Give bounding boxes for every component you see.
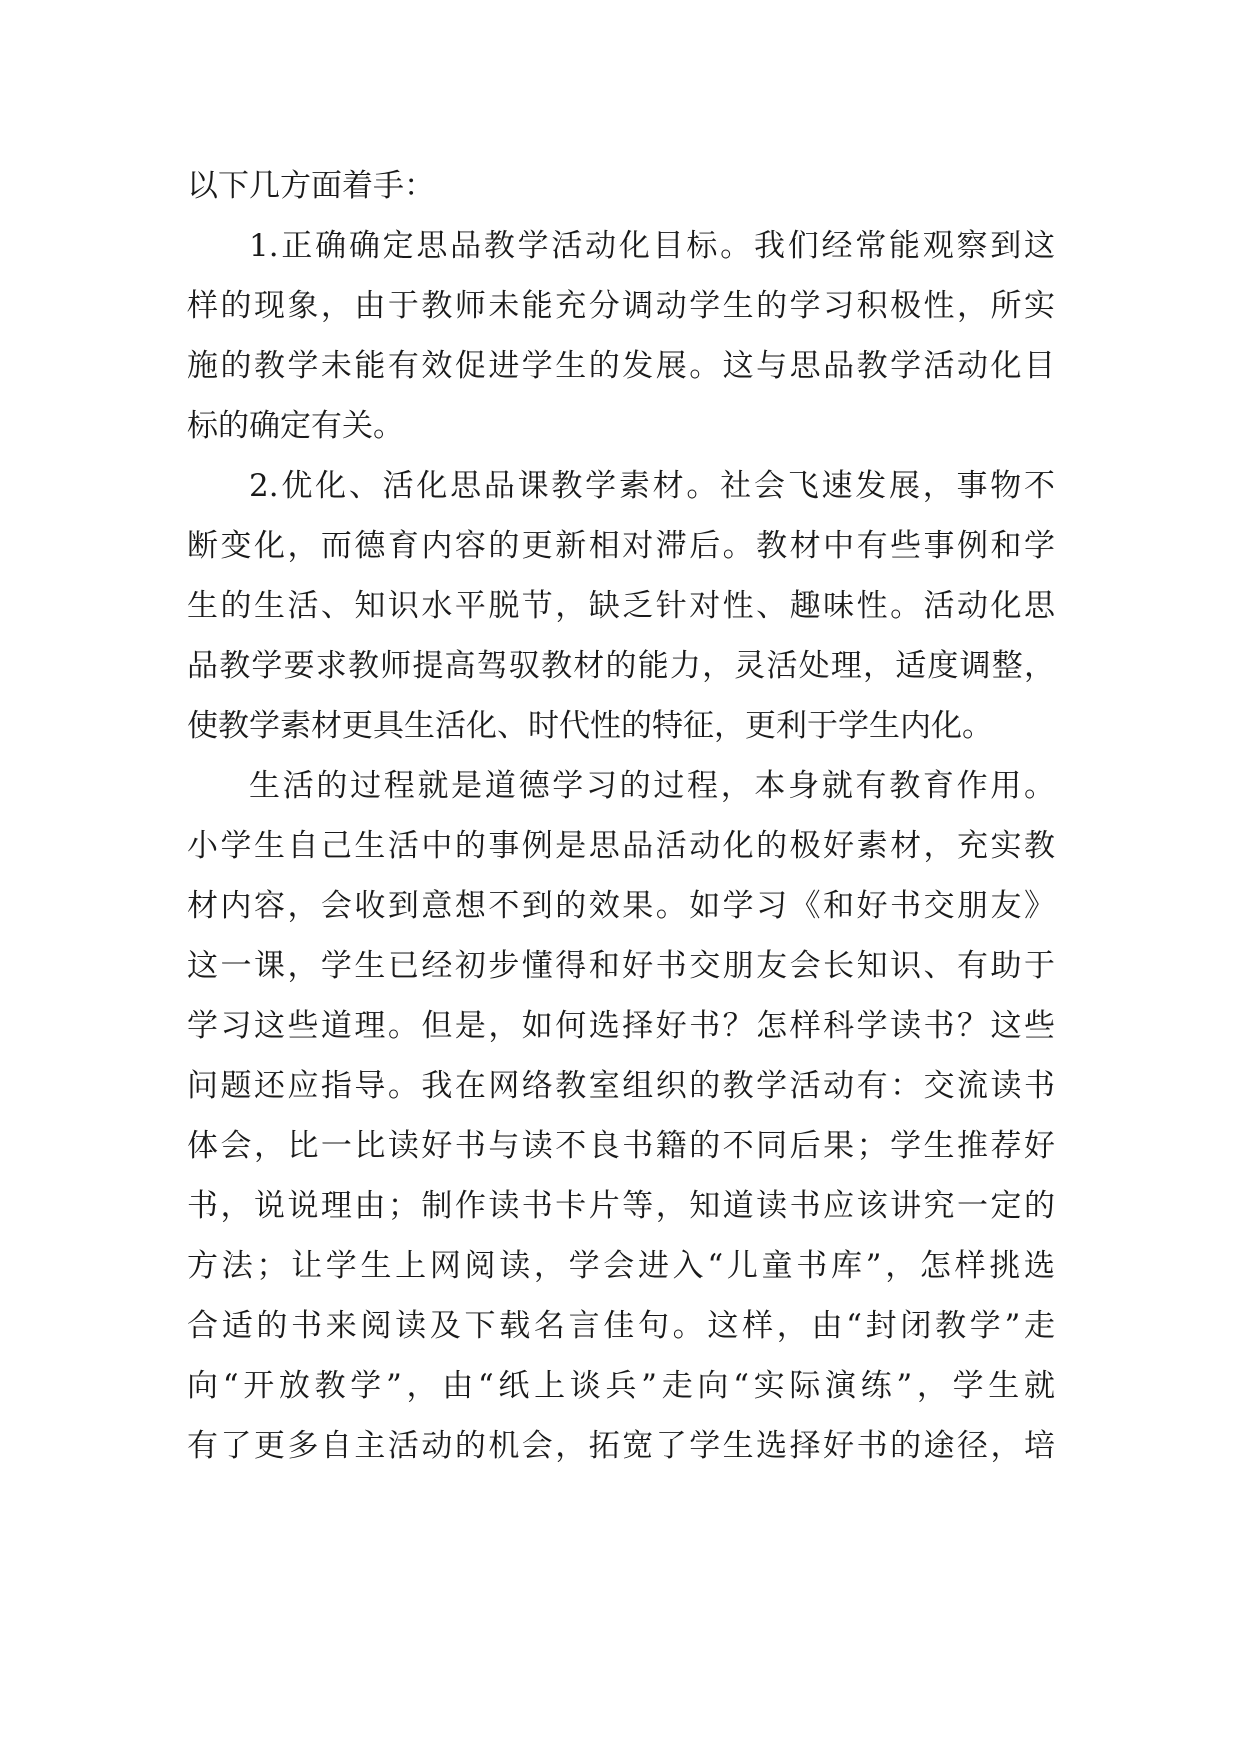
text-line: 品教学要求教师提高驾驭教材的能力，灵活处理，适度调整， [187, 648, 1055, 684]
text-line: 体会，比一比读好书与读不良书籍的不同后果；学生推荐好 [187, 1128, 1055, 1164]
text-line: 断变化，而德育内容的更新相对滞后。教材中有些事例和学 [187, 528, 1055, 564]
text-line: 合适的书来阅读及下载名言佳句。这样，由“封闭教学”走 [187, 1308, 1055, 1344]
text-line: 标的确定有关。 [187, 408, 404, 444]
text-line: 样的现象，由于教师未能充分调动学生的学习积极性，所实 [187, 288, 1055, 324]
text-line: 施的教学未能有效促进学生的发展。这与思品教学活动化目 [187, 348, 1055, 384]
text-line: 这一课，学生已经初步懂得和好书交朋友会长知识、有助于 [187, 948, 1055, 984]
text-line: 学习这些道理。但是，如何选择好书？怎样科学读书？这些 [187, 1008, 1055, 1044]
text-line: 材内容，会收到意想不到的效果。如学习《和好书交朋友》 [187, 888, 1055, 924]
text-line: 有了更多自主活动的机会，拓宽了学生选择好书的途径，培 [187, 1428, 1055, 1464]
body-text [187, 156, 1055, 1476]
text-line: 问题还应指导。我在网络教室组织的教学活动有：交流读书 [187, 1068, 1055, 1104]
text-line: 以下几方面着手： [187, 168, 435, 204]
paragraph-first-line: 生活的过程就是道德学习的过程，本身就有教育作用。 [249, 768, 1055, 804]
paragraph-first-line: 2.优化、活化思品课教学素材。社会飞速发展，事物不 [249, 468, 1055, 504]
text-line: 书，说说理由；制作读书卡片等，知道读书应该讲究一定的 [187, 1188, 1055, 1224]
text-line: 小学生自己生活中的事例是思品活动化的极好素材，充实教 [187, 828, 1055, 864]
text-line: 向“开放教学”，由“纸上谈兵”走向“实际演练”，学生就 [187, 1368, 1055, 1404]
text-line: 生的生活、知识水平脱节，缺乏针对性、趣味性。活动化思 [187, 588, 1055, 624]
text-line: 方法；让学生上网阅读，学会进入“儿童书库”，怎样挑选 [187, 1248, 1055, 1284]
paragraph-first-line: 1.正确确定思品教学活动化目标。我们经常能观察到这 [249, 228, 1055, 264]
text-line: 使教学素材更具生活化、时代性的特征，更利于学生内化。 [187, 708, 993, 744]
